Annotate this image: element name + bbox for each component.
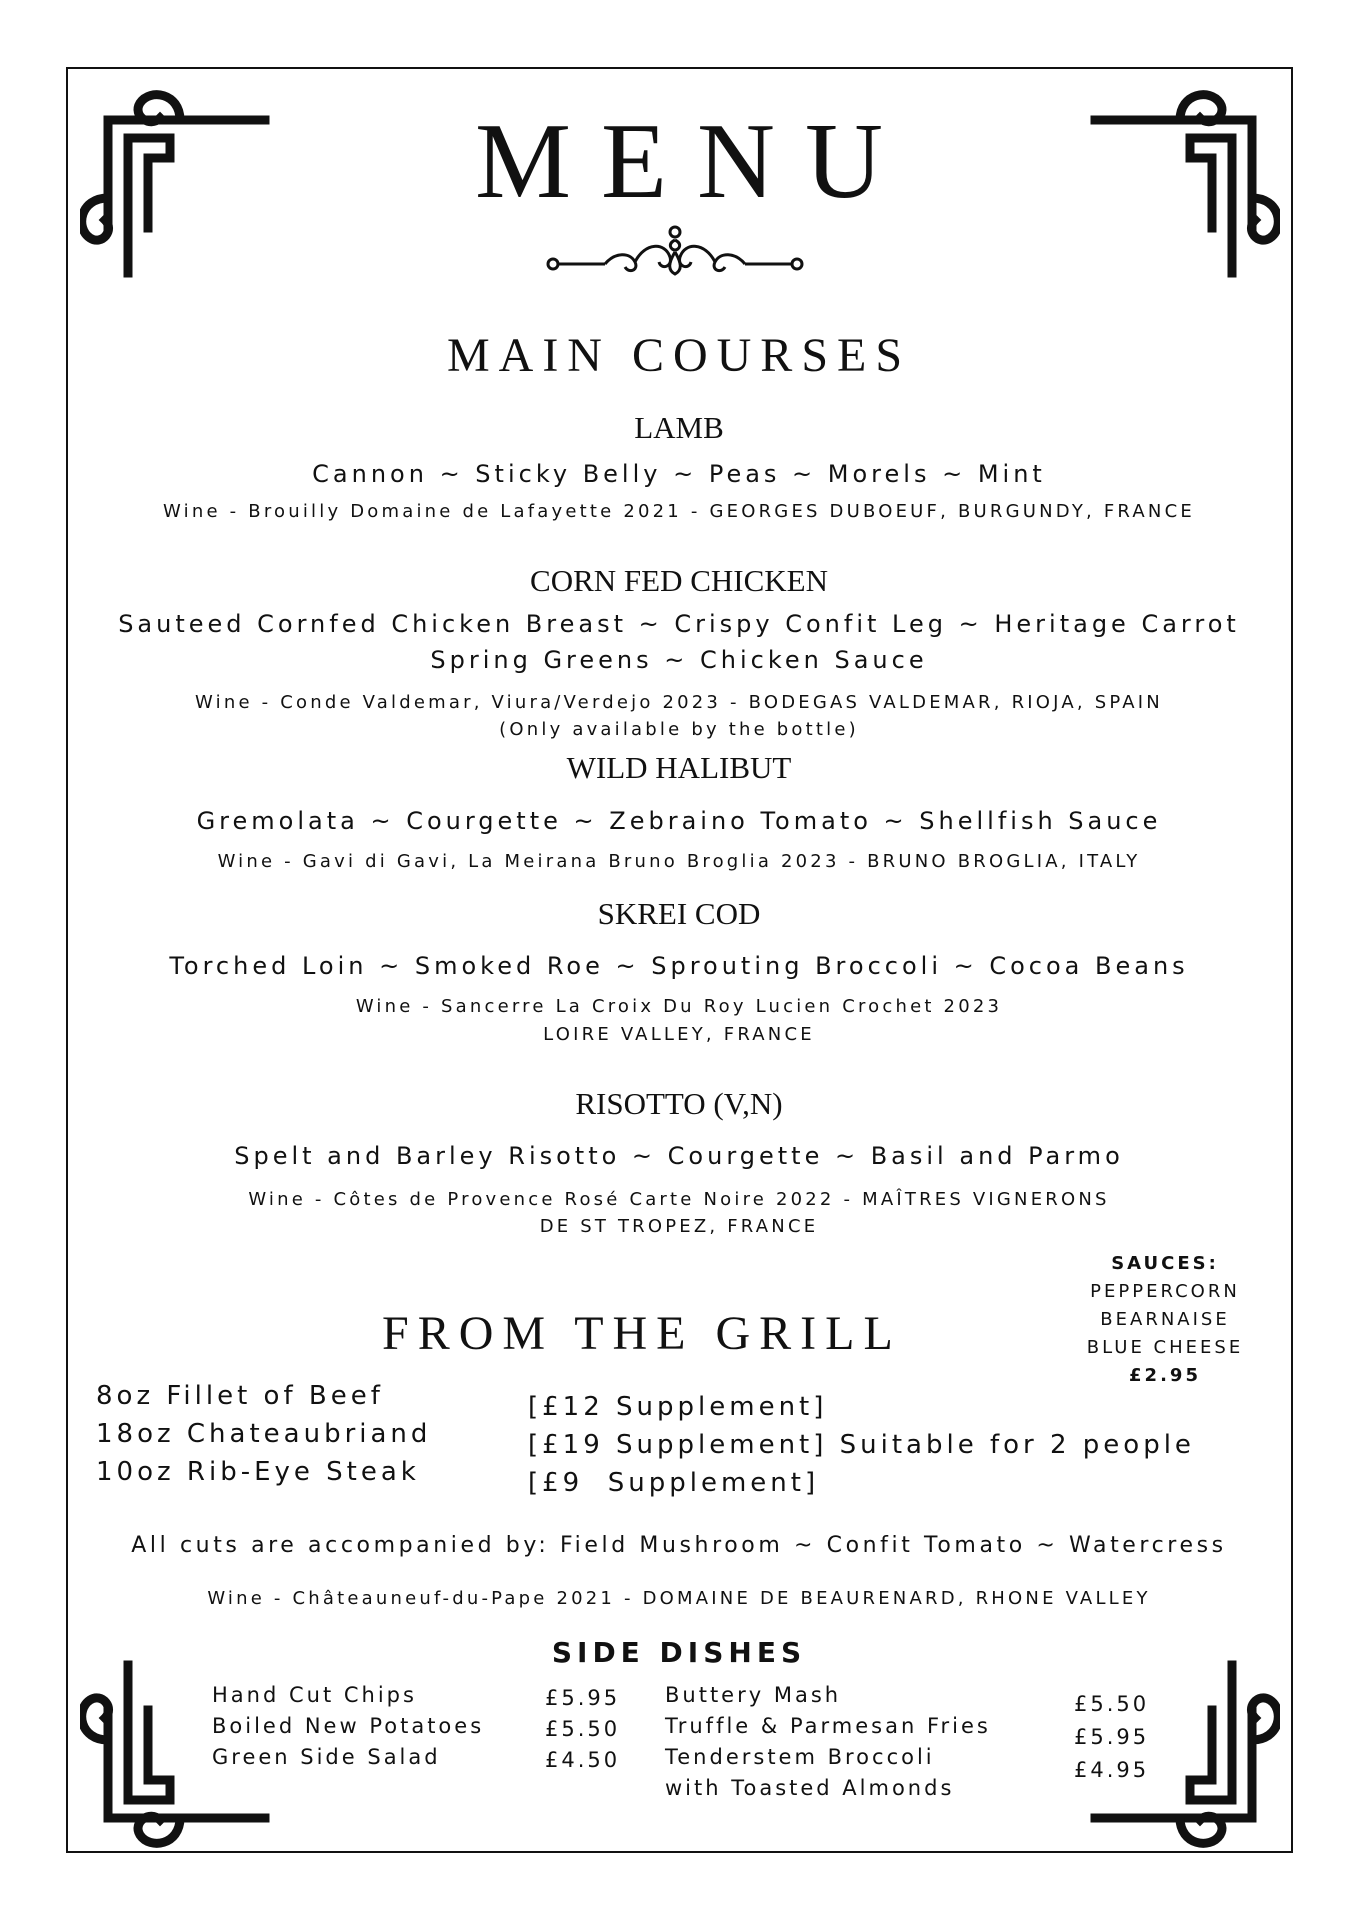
dish-description-risotto: Spelt and Barley Risotto ~ Courgette ~ Basil and Parmo — [234, 1142, 1124, 1170]
grill-heading: FROM THE GRILL — [382, 1307, 902, 1360]
sauce-item: BEARNAISE — [1100, 1309, 1230, 1330]
dish-description-skrei-cod: Torched Loin ~ Smoked Roe ~ Sprouting Broccoli ~ Cocoa Beans — [169, 952, 1189, 980]
dish-wine-note-corn-fed-chicken: (Only available by the bottle) — [499, 719, 859, 740]
side-dish-price: £5.50 — [545, 1717, 621, 1741]
side-dish-name: Tenderstem Broccoli — [665, 1745, 935, 1769]
dish-name-lamb: LAMB — [634, 410, 724, 445]
dish-name-wild-halibut: WILD HALIBUT — [566, 750, 792, 785]
dish-name-risotto: RISOTTO (V,N) — [575, 1086, 783, 1121]
side-dish-name: Buttery Mash — [665, 1683, 842, 1707]
grill-cut-list — [96, 1377, 431, 1491]
grill-supplement: [£19 Supplement] Suitable for 2 people — [528, 1430, 1195, 1460]
side-dish-price: £5.95 — [1074, 1725, 1150, 1749]
flourish-divider — [545, 222, 805, 282]
dish-wine-wild-halibut: Wine - Gavi di Gavi, La Meirana Bruno Broglia 2023 - BRUNO BROGLIA, ITALY — [217, 851, 1141, 872]
main-courses-heading: MAIN COURSES — [446, 329, 912, 382]
grill-wine: Wine - Châteauneuf-du-Pape 2021 - DOMAINE DE BEAURENARD, RHONE VALLEY — [207, 1588, 1151, 1609]
dish-name-skrei-cod: SKREI COD — [597, 896, 761, 931]
sides-right-prices — [1074, 1688, 1149, 1787]
dish-wine-region-skrei-cod: LOIRE VALLEY, FRANCE — [543, 1024, 815, 1045]
side-dish-name: Truffle & Parmesan Fries — [665, 1714, 991, 1738]
side-dishes-heading: SIDE DISHES — [551, 1636, 807, 1669]
side-dish-price: £5.95 — [545, 1686, 621, 1710]
side-dish-price: £5.50 — [1074, 1692, 1150, 1716]
dish-wine-skrei-cod: Wine - Sancerre La Croix Du Roy Lucien Crochet 2023 — [355, 996, 1003, 1017]
dish-description-lamb: Cannon ~ Sticky Belly ~ Peas ~ Morels ~ Mint — [312, 460, 1046, 488]
dish-description-corn-fed-chicken-line2: Spring Greens ~ Chicken Sauce — [430, 646, 928, 674]
side-dish-name: Boiled New Potatoes — [212, 1714, 485, 1738]
dish-name-corn-fed-chicken: CORN FED CHICKEN — [530, 563, 828, 598]
side-dish-name: Green Side Salad — [212, 1745, 441, 1769]
grill-supplement: [£9 Supplement] — [528, 1468, 820, 1498]
dish-description-corn-fed-chicken: Sauteed Cornfed Chicken Breast ~ Crispy Confit Leg ~ Heritage Carrot — [118, 610, 1240, 638]
grill-supplement-list — [528, 1388, 1195, 1502]
sauces-box — [1060, 1250, 1270, 1390]
dish-wine-lamb: Wine - Brouilly Domaine de Lafayette 2021 - GEORGES DUBOEUF, BURGUNDY, FRANCE — [163, 501, 1195, 522]
side-dish-price: £4.95 — [1074, 1758, 1150, 1782]
dish-wine-risotto: Wine - Côtes de Provence Rosé Carte Noire 2022 - MAÎTRES VIGNERONS — [248, 1189, 1110, 1210]
sauces-heading: SAUCES: — [1111, 1253, 1219, 1274]
dish-wine-region-risotto: DE ST TROPEZ, FRANCE — [539, 1216, 819, 1237]
sauce-item: BLUE CHEESE — [1086, 1337, 1244, 1358]
side-dish-name: with Toasted Almonds — [665, 1776, 955, 1800]
sauces-price: £2.95 — [1129, 1365, 1201, 1386]
grill-supplement: [£12 Supplement] — [528, 1392, 828, 1422]
dish-description-wild-halibut: Gremolata ~ Courgette ~ Zebraino Tomato ~ Shellfish Sauce — [196, 807, 1162, 835]
sides-right-names — [665, 1680, 991, 1804]
sides-left-prices — [545, 1683, 620, 1776]
grill-cut-name: 18oz Chateaubriand — [96, 1419, 432, 1449]
side-dish-name: Hand Cut Chips — [212, 1683, 417, 1707]
menu-title: MENU — [475, 102, 913, 221]
grill-cut-name: 10oz Rib-Eye Steak — [96, 1457, 420, 1487]
dish-wine-corn-fed-chicken: Wine - Conde Valdemar, Viura/Verdejo 2023 - BODEGAS VALDEMAR, RIOJA, SPAIN — [195, 692, 1163, 713]
side-dish-price: £4.50 — [545, 1748, 621, 1772]
sauce-item: PEPPERCORN — [1090, 1281, 1240, 1302]
grill-accompaniment: All cuts are accompanied by: Field Mushroom ~ Confit Tomato ~ Watercress — [131, 1533, 1227, 1558]
grill-cut-name: 8oz Fillet of Beef — [96, 1381, 384, 1411]
sides-left-names — [212, 1680, 484, 1773]
